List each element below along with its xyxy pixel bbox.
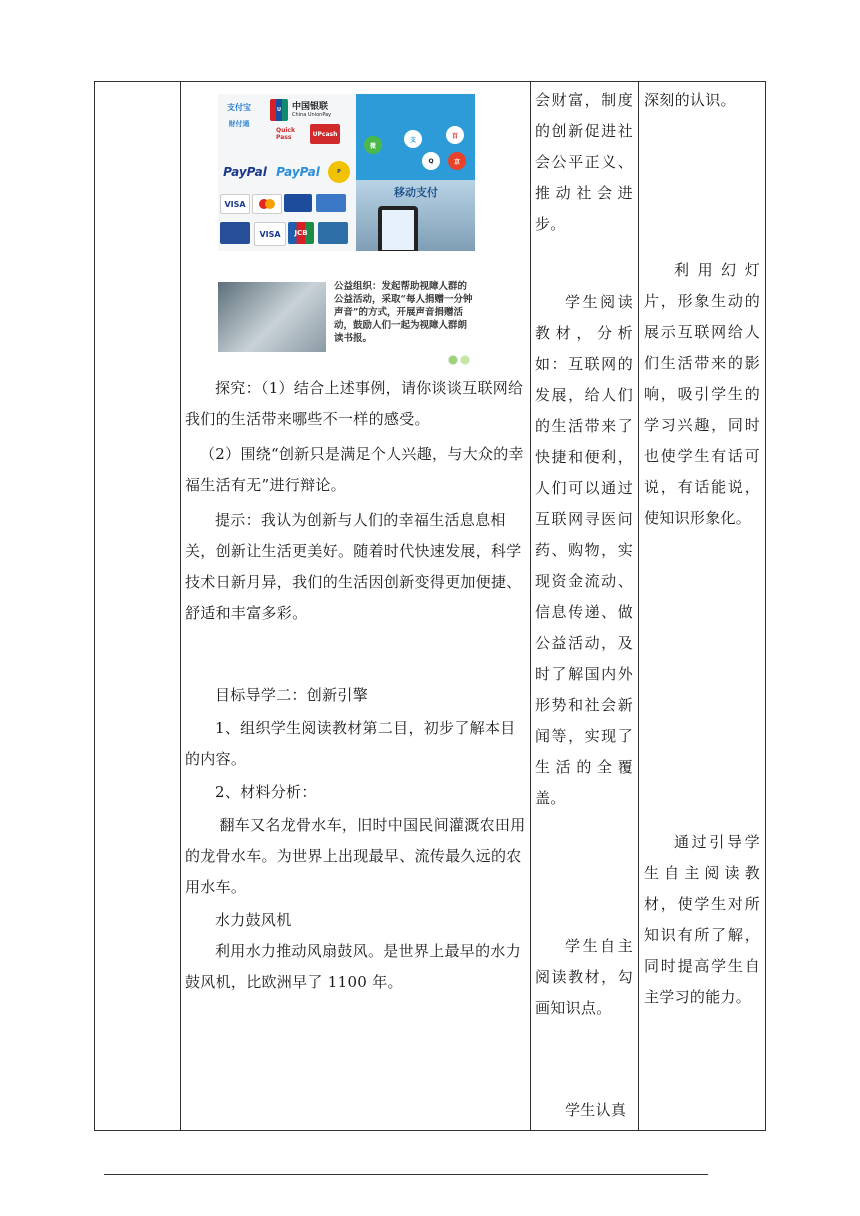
col4-top-text: 深刻的认识。	[644, 91, 736, 109]
wechat-pay-icon: 微	[364, 136, 382, 154]
col2-goal-block	[185, 680, 528, 998]
quickpass-logo: Quick Pass	[276, 127, 295, 141]
mobile-pay-label: 移动支付	[394, 186, 438, 199]
mobile-pay-panel	[356, 94, 475, 180]
fanche-paragraph: 翻车又名龙骨水车，旧时中国民间灌溉农田用的龙骨水车。为世界上出现最早、流传最久远的农用水车。	[185, 816, 526, 896]
paypal-badge: P	[328, 161, 350, 183]
column-divider-1	[180, 81, 181, 1131]
table-right-border	[765, 81, 766, 1131]
col4-guidance-text: 通过引导学生自主阅读教材，使学生对所知识有所了解，同时提高学生自主学习的能力。	[644, 833, 760, 1006]
card-teal	[318, 222, 348, 244]
charity-deco-dots	[444, 352, 474, 368]
unionpay-logo: U	[270, 99, 288, 121]
item-two: 2、材料分析：	[215, 783, 317, 801]
jd-wallet-icon: 京	[448, 152, 466, 170]
qq-wallet-icon: Q	[422, 152, 440, 170]
unionpay-text: 中国银联 China UnionPay	[292, 102, 332, 118]
payment-logos-image	[218, 94, 475, 251]
tenpay-logo: 财付通	[228, 120, 250, 128]
phone-shape	[378, 206, 418, 251]
mobile-pay-photo	[356, 180, 475, 251]
table-top-border	[94, 81, 766, 82]
explore-question-2: （2）围绕“创新只是满足个人兴趣，与大众的幸福生活有无”进行辩论。	[185, 445, 524, 494]
col3-self-read-text: 学生自主阅读教材，勾画知识点。	[535, 937, 633, 1017]
explore-question-1: 探究：（1）结合上述事例，请你谈谈互联网给我们的生活带来哪些不一样的感受。	[185, 379, 524, 428]
charity-caption: 公益组织：发起帮助视障人群的公益活动，采取“每人捐赠一分钟声音”的方式，开展声音捐赠活动，鼓励人们一起为视障人群朗读书报。	[334, 281, 473, 344]
visa-card-2: VISA	[254, 222, 286, 246]
baidu-wallet-icon: 百	[446, 126, 464, 144]
table-left-border	[94, 81, 95, 1131]
visa-card-1: VISA	[220, 194, 250, 214]
col3-analysis-text: 学生阅读教材，分析如：互联网的发展，给人们的生活带来了快捷和便利，人们可以通过互联网寻医问药、购物，实现资金流动、信息传递、做公益活动，及时了解国内外形势和社会新闻等，实现了生活的全覆盖。	[535, 293, 633, 807]
lesson-table	[94, 81, 766, 1131]
col2-explore-block	[185, 373, 528, 629]
table-bottom-border	[94, 1130, 766, 1131]
jcb-card: JCB	[288, 222, 314, 244]
center-pay-icon: 支	[404, 130, 422, 148]
item-one: 1、组织学生阅读教材第二目，初步了解本目的内容。	[185, 719, 516, 768]
maestro-card	[284, 194, 312, 212]
hint-paragraph: 提示：我认为创新与人们的幸福生活息息相关，创新让生活更美好。随着时代快速发展，科学技术日新月异，我们的生活因创新变得更加便捷、舒适和丰富多彩。	[185, 511, 522, 622]
charity-image	[218, 280, 482, 372]
col3-top-text: 会财富，制度的创新促进社会公平正义、推动社会进步。	[535, 91, 633, 233]
blower-paragraph: 利用水力推动风扇鼓风。是世界上最早的水力鼓风机，比欧洲早了 1100 年。	[185, 942, 522, 991]
mastercard-card	[252, 194, 282, 214]
paypal-logo-2: PayPal	[276, 165, 320, 179]
col4-slides-text: 利用幻灯片，形象生动的展示互联网给人们生活带来的影响，吸引学生的学习兴趣，同时也使学生有话可说，有话能说，使知识形象化。	[644, 261, 760, 527]
col3-bottom-text: 学生认真	[565, 1101, 627, 1119]
column-divider-3	[638, 81, 639, 1131]
column-divider-2	[530, 81, 531, 1131]
footer-rule	[104, 1174, 708, 1175]
blower-title: 水力鼓风机	[215, 911, 292, 929]
charity-photo	[218, 282, 326, 352]
upcash-logo: UPcash	[310, 124, 340, 144]
goal-two-heading: 目标导学二：创新引擎	[215, 686, 369, 704]
card-blue	[220, 222, 250, 244]
alipay-logo: 支付宝	[227, 102, 251, 112]
paypal-logo-1: PayPal	[223, 165, 267, 179]
amex-card	[316, 194, 346, 212]
